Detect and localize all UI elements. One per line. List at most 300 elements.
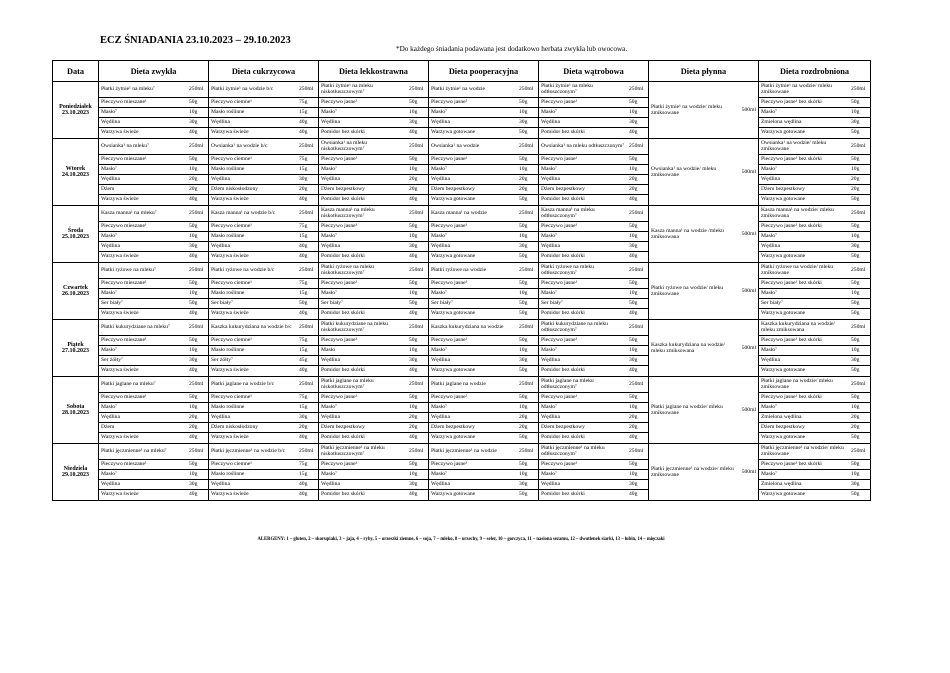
item-name: Pieczywo jasne¹	[321, 155, 358, 162]
item-amount: 40g	[299, 242, 308, 249]
meal-item	[759, 320, 870, 336]
day-row	[53, 263, 871, 320]
item-amount: 40g	[299, 118, 308, 125]
item-amount: 250ml	[519, 142, 534, 149]
meal-item	[759, 393, 870, 403]
day-row	[53, 320, 871, 377]
item-amount: 250ml	[629, 380, 644, 387]
item-amount: 40g	[299, 129, 308, 136]
item-amount: 50g	[851, 393, 860, 400]
item-name: Płatki żytnie¹ na mleku niskotłuszczowym⁷	[321, 82, 373, 95]
breakfast-menu-table	[52, 60, 871, 501]
meal-item	[539, 444, 648, 460]
item-name: Masło⁷	[541, 289, 557, 296]
item-name: Masło⁷	[321, 108, 337, 115]
meal-item	[759, 460, 870, 470]
item-name: Warzywa gotowane	[761, 491, 806, 498]
meal-item	[99, 309, 208, 319]
item-name: Masło⁷	[431, 108, 447, 115]
item-name: Pieczywo ciemne¹	[211, 460, 252, 467]
meal-item	[539, 299, 648, 309]
item-amount: 10g	[629, 289, 638, 296]
item-name: Płatki jęczmienne¹ na wodzie	[431, 447, 497, 454]
col-header-date: Data	[53, 61, 99, 82]
meal-item	[99, 118, 208, 128]
meal-item	[539, 423, 648, 433]
meal-item	[99, 480, 208, 490]
item-amount: 50g	[851, 434, 860, 441]
item-amount: 20g	[519, 413, 528, 420]
item-amount: 50g	[851, 460, 860, 467]
meal-item	[429, 366, 538, 376]
item-amount: 250ml	[299, 209, 314, 216]
meal-item	[429, 393, 538, 403]
item-amount: 40g	[299, 491, 308, 498]
meal-item	[319, 165, 428, 175]
day-name: Sobota	[66, 404, 85, 410]
meal-item	[209, 470, 318, 480]
meal-cell-liquid	[649, 320, 759, 377]
day-cell	[53, 82, 99, 139]
item-name: Płatki kukurydziane na mleku niskotłuszczowym⁷	[321, 320, 388, 333]
item-amount: 50g	[189, 336, 198, 343]
meal-item	[319, 98, 428, 108]
meal-item	[99, 155, 208, 165]
item-amount: 75g	[299, 279, 308, 286]
item-amount: 40g	[299, 196, 308, 203]
item-name: Kaszka kukurydziana na wodzie/ mleku zmiksowana	[761, 320, 836, 333]
item-name: Wędlina	[211, 413, 230, 420]
item-name: Wędlina	[211, 242, 230, 249]
item-amount: 250ml	[409, 142, 424, 149]
item-amount: 15g	[299, 403, 308, 410]
meal-item	[209, 206, 318, 222]
meal-item	[209, 165, 318, 175]
meal-item	[429, 490, 538, 500]
meal-item	[99, 175, 208, 185]
meal-item	[429, 155, 538, 165]
item-amount: 40g	[409, 196, 418, 203]
item-amount: 40g	[409, 310, 418, 317]
item-amount: 250ml	[519, 447, 534, 454]
item-name: Wędlina	[101, 413, 120, 420]
item-name: Płatki żytnie¹ na wodzie b/c	[211, 85, 274, 92]
item-amount: 50g	[629, 336, 638, 343]
meal-item	[429, 309, 538, 319]
meal-item	[319, 299, 428, 309]
item-amount: 40g	[409, 129, 418, 136]
item-name: Płatki ryżowe na mleku niskotłuszczowym⁷	[321, 263, 374, 276]
meal-item	[209, 460, 318, 470]
item-name: Pomidor bez skórki	[541, 434, 585, 441]
item-name: Pieczywo jasne¹ bez skórki	[761, 279, 822, 286]
meal-item	[319, 289, 428, 299]
item-amount: 40g	[189, 129, 198, 136]
item-name: Wędlina	[431, 118, 450, 125]
item-amount: 10g	[189, 470, 198, 477]
item-name: Pieczywo jasne¹ bez skórki	[761, 460, 822, 467]
item-amount: 40g	[629, 434, 638, 441]
meal-item	[209, 185, 318, 195]
item-name: Ser biały⁷	[321, 299, 343, 306]
item-name: Masło roślinne	[211, 108, 245, 115]
item-amount: 10g	[629, 232, 638, 239]
item-amount: 50g	[851, 129, 860, 136]
item-name: Masło roślinne	[211, 232, 245, 239]
item-amount: 50g	[851, 299, 860, 306]
meal-item	[429, 82, 538, 98]
item-amount: 250ml	[519, 85, 534, 92]
meal-item	[539, 309, 648, 319]
meal-item	[539, 279, 648, 289]
item-amount: 50g	[409, 299, 418, 306]
meal-item	[209, 252, 318, 262]
item-name: Pomidor bez skórki	[541, 253, 585, 260]
meal-item	[759, 118, 870, 128]
item-amount: 250ml	[851, 323, 866, 330]
meal-item	[209, 139, 318, 155]
meal-item	[319, 108, 428, 118]
meal-item	[99, 320, 208, 336]
item-name: Warzywa gotowane	[431, 129, 476, 136]
item-name: Kaszka kukurydziana na wodzie	[431, 323, 504, 330]
item-name: Pieczywo jasne¹ bez skórki	[761, 155, 822, 162]
item-name: Warzywa świeże	[211, 129, 249, 136]
meal-item	[539, 118, 648, 128]
item-amount: 30g	[189, 356, 198, 363]
item-name: Pieczywo jasne¹	[541, 155, 578, 162]
item-amount: 50g	[189, 460, 198, 467]
meal-item	[209, 480, 318, 490]
item-name: Warzywa świeże	[211, 310, 249, 317]
item-amount: 50g	[519, 98, 528, 105]
item-name: Pomidor bez skórki	[321, 253, 365, 260]
item-name: Pieczywo jasne¹	[321, 98, 358, 105]
item-name: Dżem niskosłodzony	[211, 423, 259, 430]
meal-cell-regular	[99, 263, 209, 320]
item-amount: 45g	[299, 356, 308, 363]
allergen-legend: ALERGENY: 1 – gluten, 2 – skorupiaki, 3 – jaja, 4 – ryby, 5 – orzeszki ziemne, 6 – soja, 7 – mleko, 8 – orzechy, 9 – seler, 10 – gorczyca, 11 – nasiona sezamu, 12 – dwutlenek siarki, 13 – łubin, 14 – mięczaki	[257, 537, 665, 542]
item-amount: 30g	[189, 480, 198, 487]
item-amount: 50g	[189, 299, 198, 306]
item-name: Pieczywo jasne¹	[321, 222, 358, 229]
meal-item	[319, 356, 428, 366]
meal-item	[539, 470, 648, 480]
item-amount: 20g	[851, 423, 860, 430]
item-name: Pieczywo jasne¹ bez skórki	[761, 393, 822, 400]
item-name: Wędlina	[541, 356, 560, 363]
item-name: Kasza manna¹ na wodzie/ mleku zmiksowana	[761, 206, 834, 219]
day-date: 24.10.2023	[62, 172, 89, 178]
item-amount: 10g	[409, 289, 418, 296]
item-name: Pieczywo mieszane¹	[101, 222, 147, 229]
item-name: Warzywa gotowane	[431, 434, 476, 441]
item-amount: 30g	[299, 413, 308, 420]
meal-cell-regular	[99, 139, 209, 206]
meal-cell-regular	[99, 377, 209, 444]
item-name: Warzywa gotowane	[761, 310, 806, 317]
item-name: Masło roślinne	[211, 403, 245, 410]
item-amount: 50g	[409, 279, 418, 286]
item-name: Płatki jaglane na mleku⁷	[101, 380, 156, 387]
item-name: Pieczywo jasne¹	[431, 155, 468, 162]
item-name: Pieczywo ciemne¹	[211, 279, 252, 286]
item-amount: 30g	[851, 242, 860, 249]
item-amount: 10g	[519, 165, 528, 172]
item-name: Masło⁷	[321, 165, 337, 172]
meal-cell-blended	[759, 320, 871, 377]
meal-item	[539, 222, 648, 232]
item-name: Wędlina	[541, 413, 560, 420]
item-name: Ser biały⁷	[541, 299, 563, 306]
item-amount: 30g	[409, 480, 418, 487]
meal-cell-diabetic	[209, 139, 319, 206]
item-name: Pieczywo ciemne¹	[211, 393, 252, 400]
item-amount: 40g	[629, 129, 638, 136]
item-name: Owsianka¹ na wodzie b/c	[211, 142, 268, 149]
meal-cell-postoperative	[429, 320, 539, 377]
meal-item	[319, 155, 428, 165]
meal-item	[759, 206, 870, 222]
meal-item	[209, 413, 318, 423]
item-name: Płatki ryżowe na wodzie/ mleku zmiksowane	[651, 284, 724, 297]
meal-item	[429, 460, 538, 470]
item-amount: 10g	[629, 470, 638, 477]
item-name: Pomidor bez skórki	[321, 310, 365, 317]
meal-item	[209, 377, 318, 393]
item-amount: 30g	[519, 118, 528, 125]
meal-cell-liquid	[649, 444, 759, 501]
item-name: Pieczywo ciemne¹	[211, 155, 252, 162]
meal-item	[429, 377, 538, 393]
meal-item	[209, 320, 318, 336]
item-name: Wędlina	[761, 242, 780, 249]
item-amount: 250ml	[409, 85, 424, 92]
item-amount: 20g	[629, 175, 638, 182]
day-date: 25.10.2023	[62, 234, 89, 240]
item-name: Warzywa świeże	[211, 491, 249, 498]
day-date: 28.10.2023	[62, 410, 89, 416]
meal-cell-liquid	[649, 377, 759, 444]
item-name: Warzywa świeże	[211, 196, 249, 203]
item-amount: 20g	[299, 423, 308, 430]
day-row	[53, 444, 871, 501]
item-name: Pomidor bez skórki	[541, 367, 585, 374]
item-name: Masło⁷	[431, 165, 447, 172]
item-name: Płatki jęczmienne¹ na wodzie b/c	[211, 447, 286, 454]
item-amount: 15g	[299, 289, 308, 296]
meal-cell-blended	[759, 377, 871, 444]
item-amount: 40g	[629, 253, 638, 260]
item-amount: 250ml	[851, 266, 866, 273]
item-name: Pieczywo ciemne¹	[211, 98, 252, 105]
meal-cell-blended	[759, 82, 871, 139]
meal-cell-postoperative	[429, 263, 539, 320]
item-name: Masło⁷	[321, 403, 337, 410]
item-name: Masło⁷	[101, 346, 117, 353]
item-name: Masło	[321, 346, 335, 353]
item-name: Pieczywo jasne¹	[431, 222, 468, 229]
item-amount: 50g	[851, 196, 860, 203]
meal-item	[429, 279, 538, 289]
item-amount: 50g	[629, 98, 638, 105]
item-name: Warzywa gotowane	[761, 196, 806, 203]
item-name: Płatki jęczmienne¹ na wodzie/ mleku zmiksowane	[651, 465, 734, 478]
item-name: Kasza manna¹ na wodzie b/c	[211, 209, 276, 216]
item-name: Pieczywo mieszane¹	[101, 98, 147, 105]
item-amount: 30g	[409, 242, 418, 249]
item-amount: 500ml	[741, 106, 756, 113]
item-name: Warzywa świeże	[101, 253, 139, 260]
item-amount: 75g	[299, 222, 308, 229]
item-name: Masło⁷	[761, 470, 777, 477]
meal-item	[319, 309, 428, 319]
meal-item	[429, 480, 538, 490]
item-amount: 50g	[629, 222, 638, 229]
col-header-liver: Dieta wątrobowa	[539, 61, 649, 82]
item-amount: 250ml	[629, 85, 644, 92]
item-name: Warzywa świeże	[211, 367, 249, 374]
item-name: Masło⁷	[761, 403, 777, 410]
item-name: Wędlina	[541, 480, 560, 487]
item-amount: 30g	[519, 356, 528, 363]
item-name: Pieczywo jasne¹ bez skórki	[761, 222, 822, 229]
meal-item	[209, 242, 318, 252]
item-amount: 20g	[189, 423, 198, 430]
meal-item	[759, 242, 870, 252]
item-name: Płatki jaglane na mleku niskotłuszczowym⁷	[321, 377, 374, 390]
meal-item	[209, 299, 318, 309]
item-amount: 50g	[851, 336, 860, 343]
meal-item	[99, 470, 208, 480]
item-amount: 10g	[851, 470, 860, 477]
meal-cell-liquid	[649, 206, 759, 263]
item-name: Masło roślinne	[211, 165, 245, 172]
item-amount: 500ml	[741, 230, 756, 237]
meal-item	[209, 356, 318, 366]
item-amount: 40g	[299, 480, 308, 487]
meal-item	[319, 460, 428, 470]
meal-cell-liver	[539, 377, 649, 444]
meal-item	[759, 423, 870, 433]
meal-item	[209, 195, 318, 205]
meal-cell-liver	[539, 206, 649, 263]
item-amount: 50g	[519, 491, 528, 498]
item-name: Pieczywo mieszane¹	[101, 393, 147, 400]
item-name: Płatki ryżowe na wodzie/ mleku zmiksowane	[761, 263, 834, 276]
meal-item	[759, 366, 870, 376]
item-amount: 50g	[409, 336, 418, 343]
item-amount: 250ml	[189, 85, 204, 92]
meal-item	[99, 377, 208, 393]
meal-item	[429, 320, 538, 336]
meal-item	[319, 118, 428, 128]
item-name: Pieczywo jasne¹	[321, 460, 358, 467]
day-name: Niedziela	[63, 466, 88, 472]
item-name: Pieczywo jasne¹	[541, 98, 578, 105]
item-amount: 50g	[851, 279, 860, 286]
item-name: Masło⁷	[541, 403, 557, 410]
item-name: Pieczywo jasne¹	[431, 279, 468, 286]
meal-item	[759, 128, 870, 138]
meal-item	[759, 195, 870, 205]
item-name: Masło roślinne	[211, 346, 245, 353]
meal-item	[319, 470, 428, 480]
meal-item	[759, 346, 870, 356]
item-amount: 250ml	[299, 380, 314, 387]
meal-item	[539, 490, 648, 500]
item-amount: 10g	[519, 289, 528, 296]
item-amount: 30g	[519, 480, 528, 487]
meal-item	[209, 279, 318, 289]
meal-item	[429, 108, 538, 118]
item-name: Płatki jaglane na wodzie b/c	[211, 380, 275, 387]
day-name: Wtorek	[65, 166, 86, 172]
meal-cell-postoperative	[429, 444, 539, 501]
item-amount: 40g	[409, 491, 418, 498]
item-name: Wędlina	[321, 480, 340, 487]
meal-item	[651, 404, 756, 416]
item-name: Ser żółty⁷	[211, 356, 233, 363]
item-name: Kaszka kukurydziana na wodzie/ mleku zmiksowana	[651, 341, 726, 354]
item-amount: 250ml	[519, 266, 534, 273]
item-name: Dżem niskosłodzony	[211, 185, 259, 192]
meal-item	[319, 413, 428, 423]
meal-item	[759, 139, 870, 155]
item-amount: 40g	[299, 310, 308, 317]
item-amount: 20g	[851, 185, 860, 192]
day-cell	[53, 444, 99, 501]
item-name: Pieczywo jasne¹	[541, 279, 578, 286]
meal-item	[99, 206, 208, 222]
item-amount: 30g	[299, 175, 308, 182]
day-date: 29.10.2023	[62, 472, 89, 478]
tea-note: *Do każdego śniadania podawana jest dodatkowo herbata zwykła lub owocowa.	[396, 45, 628, 53]
item-name: Warzywa gotowane	[761, 253, 806, 260]
item-name: Wędlina	[211, 118, 230, 125]
item-amount: 75g	[299, 155, 308, 162]
meal-item	[759, 289, 870, 299]
meal-item	[209, 222, 318, 232]
item-amount: 40g	[409, 253, 418, 260]
meal-item	[759, 309, 870, 319]
meal-item	[759, 232, 870, 242]
meal-item	[319, 175, 428, 185]
item-amount: 250ml	[519, 323, 534, 330]
meal-cell-postoperative	[429, 82, 539, 139]
meal-item	[759, 433, 870, 443]
meal-item	[99, 252, 208, 262]
meal-item	[319, 403, 428, 413]
meal-item	[759, 252, 870, 262]
meal-cell-diabetic	[209, 320, 319, 377]
meal-item	[99, 289, 208, 299]
item-amount: 10g	[851, 165, 860, 172]
meal-item	[429, 165, 538, 175]
meal-item	[759, 377, 870, 393]
item-name: Ser biały⁷	[761, 299, 783, 306]
meal-item	[209, 118, 318, 128]
item-name: Wędlina	[101, 480, 120, 487]
meal-item	[759, 222, 870, 232]
item-amount: 10g	[519, 108, 528, 115]
item-name: Dżem bezpestkowy	[761, 423, 805, 430]
item-amount: 250ml	[409, 323, 424, 330]
item-amount: 40g	[189, 367, 198, 374]
meal-item	[651, 342, 756, 354]
item-amount: 40g	[629, 196, 638, 203]
item-amount: 10g	[189, 289, 198, 296]
